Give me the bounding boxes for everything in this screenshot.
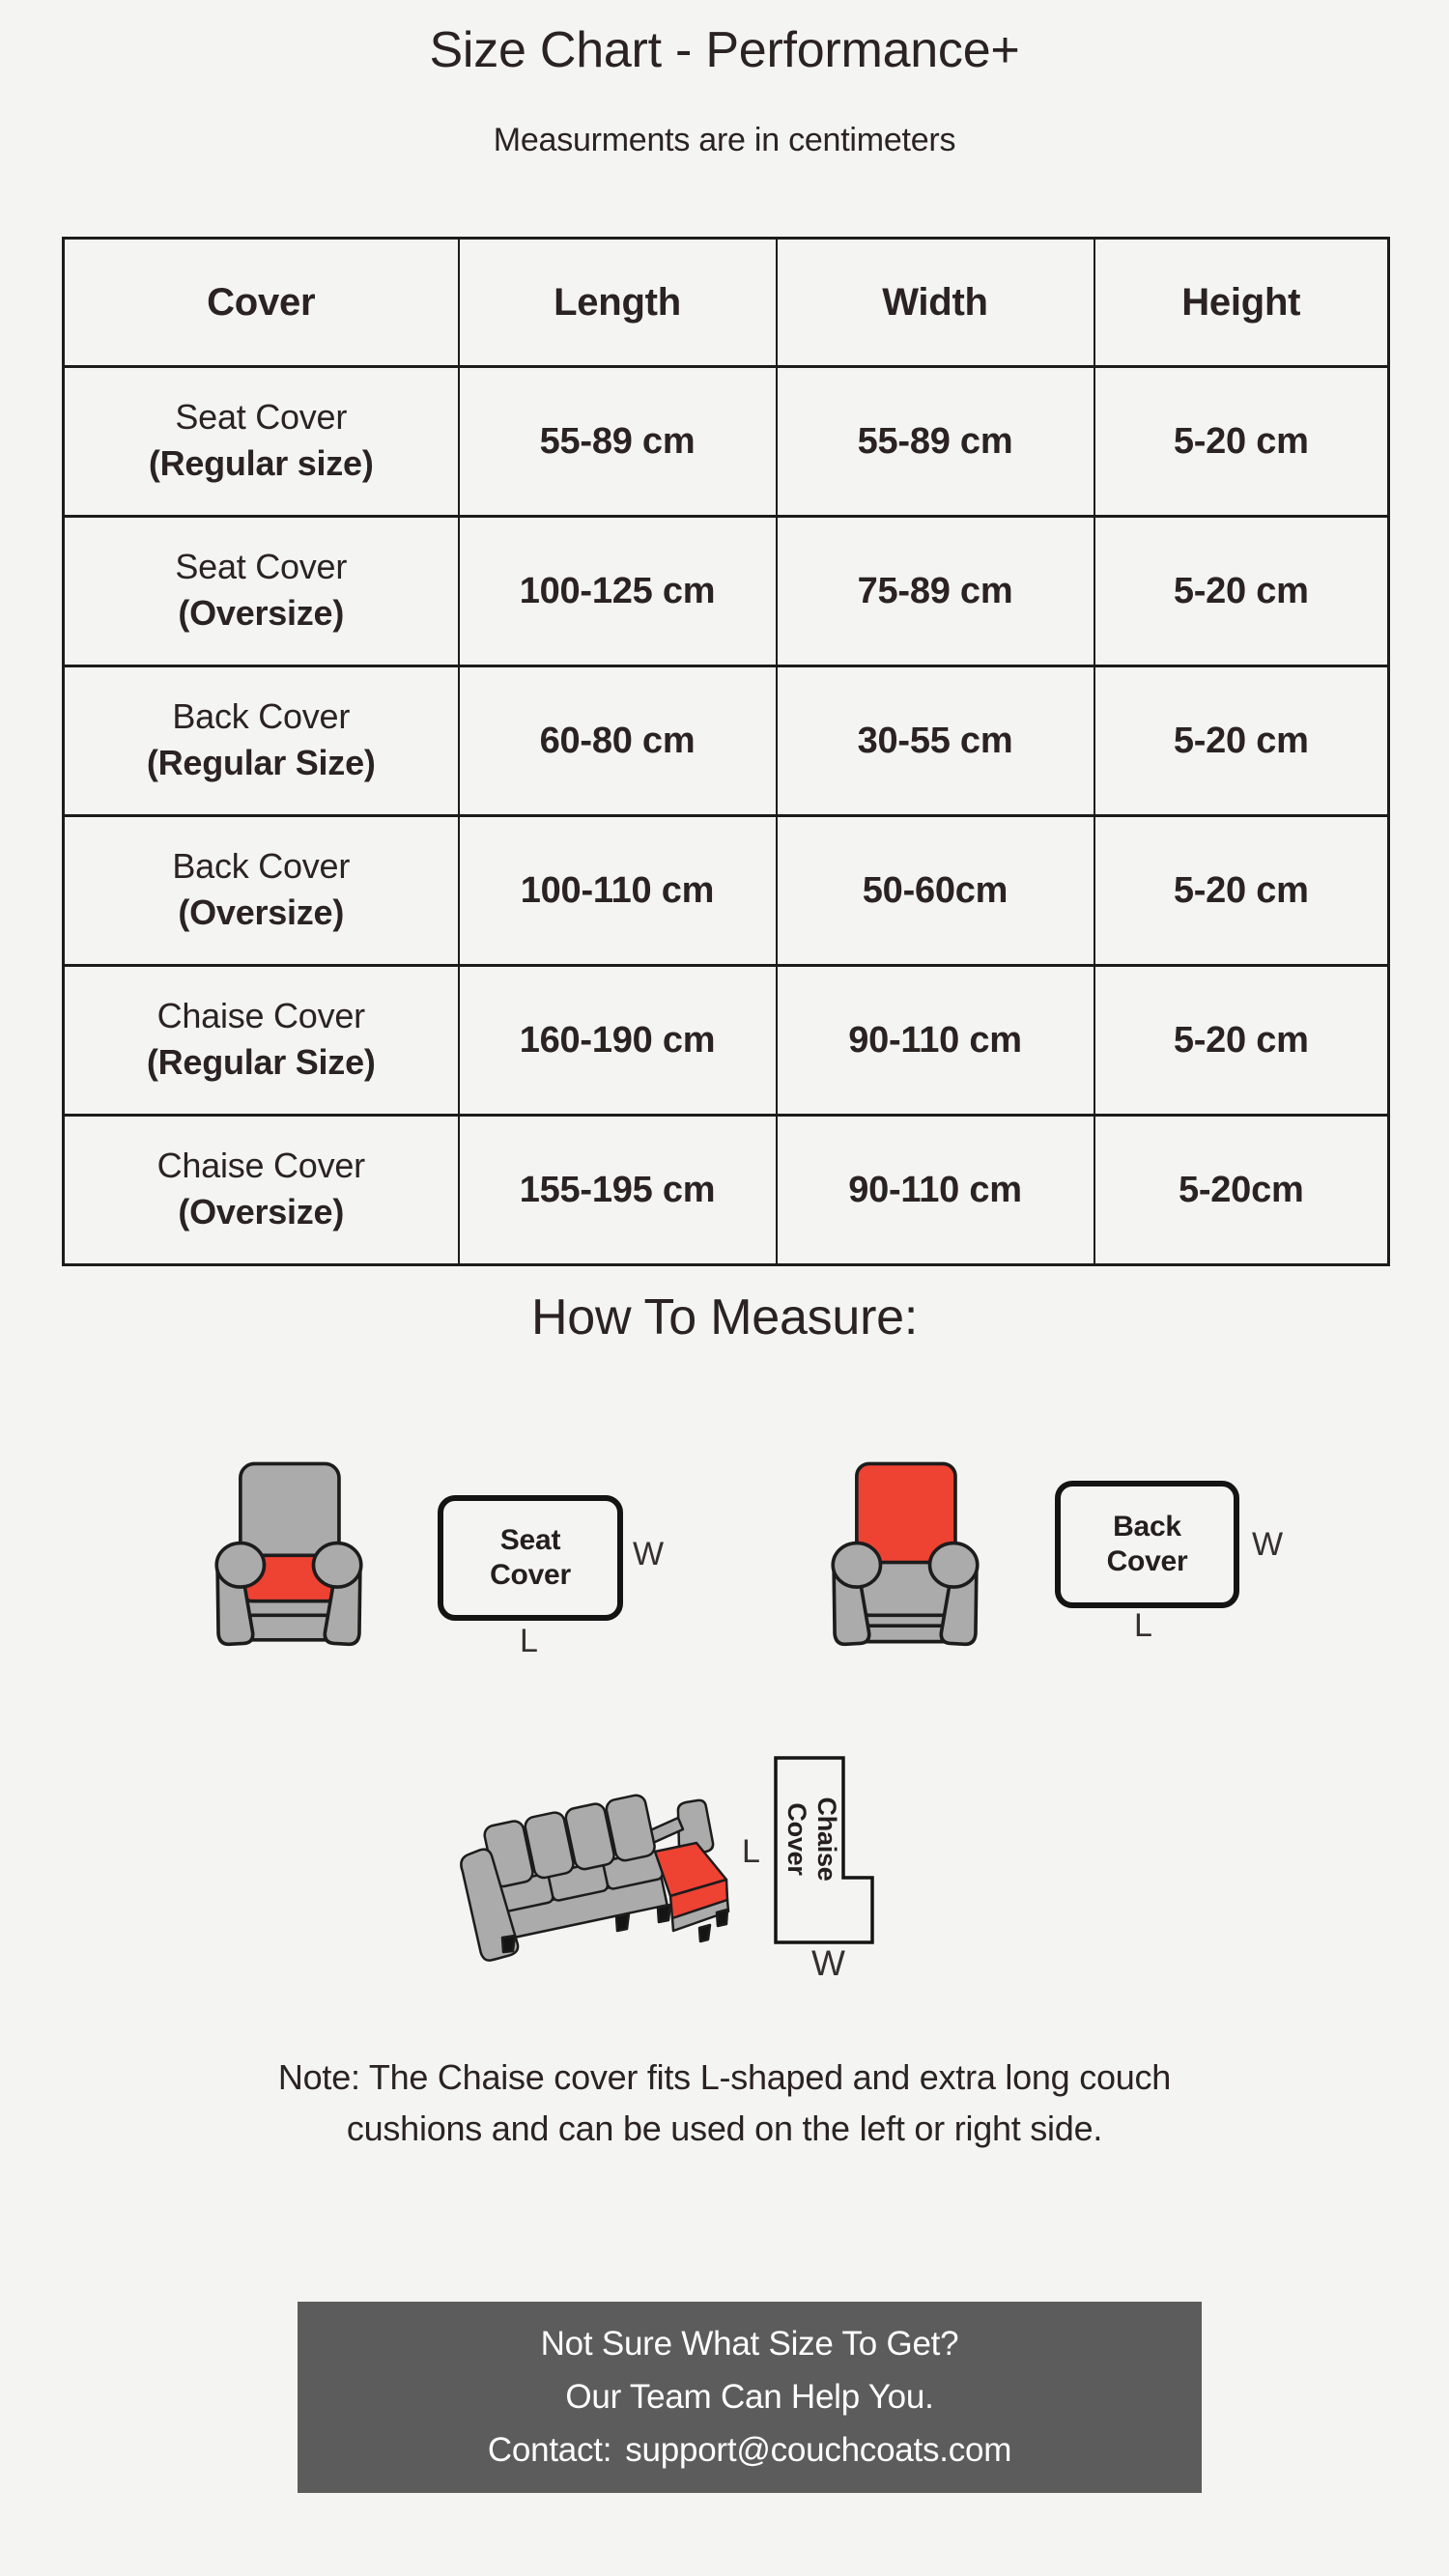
back-cover-width-label: W <box>1252 1526 1283 1563</box>
cover-name: Seat Cover <box>175 397 348 437</box>
width-cell: 90-110 cm <box>777 966 1094 1116</box>
cover-variant: (Oversize) <box>178 593 345 633</box>
table-row <box>64 816 1389 966</box>
table-row <box>64 666 1389 816</box>
height-cell: 5-20 cm <box>1094 517 1389 666</box>
cover-name: Chaise Cover <box>156 1146 365 1185</box>
cover-cell <box>64 517 459 666</box>
sectional-couch-illustration <box>425 1758 734 1970</box>
seat-cover-label-line1: Seat <box>499 1524 561 1556</box>
column-header-width: Width <box>777 239 1094 367</box>
contact-box <box>298 2302 1202 2493</box>
contact-box-line2: Our Team Can Help You. <box>565 2378 934 2416</box>
width-cell: 30-55 cm <box>777 666 1094 816</box>
cover-variant: (Regular Size) <box>146 743 376 782</box>
height-cell: 5-20 cm <box>1094 816 1389 966</box>
chaise-cover-width-label: W <box>811 1943 845 1983</box>
table-row <box>64 517 1389 666</box>
chaise-cover-label-line1: Chaise <box>812 1797 841 1882</box>
length-cell: 160-190 cm <box>459 966 777 1116</box>
cover-cell <box>64 816 459 966</box>
cover-name: Seat Cover <box>175 547 348 586</box>
cover-cell <box>64 966 459 1116</box>
cover-cell <box>64 367 459 517</box>
chaise-note-line1: Note: The Chaise cover fits L-shaped and extra long couch <box>277 2057 1172 2097</box>
chaise-cover-label-line2: Cover <box>782 1802 811 1876</box>
width-cell: 90-110 cm <box>777 1116 1094 1265</box>
column-header-length: Length <box>459 239 777 367</box>
cover-cell <box>64 666 459 816</box>
how-to-measure-heading: How To Measure: <box>530 1289 919 1345</box>
table-row <box>64 966 1389 1116</box>
back-cover-length-label: L <box>1134 1607 1152 1644</box>
armchair-back-illustration <box>819 1458 991 1648</box>
size-chart-table <box>62 237 1390 1266</box>
cover-variant: (Oversize) <box>178 892 345 932</box>
width-cell: 55-89 cm <box>777 367 1094 517</box>
chaise-cover-length-label: L <box>742 1833 760 1870</box>
cover-name: Back Cover <box>172 696 351 736</box>
seat-cover-width-label: W <box>633 1536 664 1572</box>
seat-cover-label-line2: Cover <box>490 1559 571 1591</box>
length-cell: 55-89 cm <box>459 367 777 517</box>
height-cell: 5-20 cm <box>1094 966 1389 1116</box>
contact-box-line1: Not Sure What Size To Get? <box>540 2325 959 2363</box>
seat-cover-box <box>438 1495 623 1621</box>
table-row <box>64 1116 1389 1265</box>
table-row <box>64 367 1389 517</box>
contact-label: Contact: <box>487 2431 612 2469</box>
height-cell: 5-20 cm <box>1094 367 1389 517</box>
seat-cover-length-label: L <box>520 1623 538 1659</box>
column-header-cover: Cover <box>64 239 459 367</box>
width-cell: 50-60cm <box>777 816 1094 966</box>
column-header-height: Height <box>1094 239 1389 367</box>
back-cover-label-line2: Cover <box>1106 1545 1188 1577</box>
length-cell: 100-125 cm <box>459 517 777 666</box>
units-subtitle: Measurments are in centimeters <box>493 122 956 158</box>
chaise-note <box>0 2052 1449 2154</box>
cover-variant: (Regular Size) <box>146 1042 376 1082</box>
cover-name: Back Cover <box>172 846 351 886</box>
page-title: Size Chart - Performance+ <box>429 22 1020 78</box>
chaise-note-line2: cushions and can be used on the left or right side. <box>346 2109 1103 2148</box>
cover-variant: (Regular size) <box>148 443 374 483</box>
cover-cell <box>64 1116 459 1265</box>
chaise-cover-label <box>781 1762 842 1916</box>
back-cover-box <box>1055 1481 1239 1608</box>
contact-box-line3 <box>488 2431 1011 2470</box>
cover-variant: (Oversize) <box>178 1192 345 1231</box>
length-cell: 100-110 cm <box>459 816 777 966</box>
contact-email: support@couchcoats.com <box>625 2431 1012 2469</box>
table-header-row <box>64 239 1389 367</box>
armchair-seat-illustration <box>203 1458 375 1648</box>
width-cell: 75-89 cm <box>777 517 1094 666</box>
length-cell: 155-195 cm <box>459 1116 777 1265</box>
height-cell: 5-20cm <box>1094 1116 1389 1265</box>
back-cover-label-line1: Back <box>1113 1511 1181 1543</box>
length-cell: 60-80 cm <box>459 666 777 816</box>
cover-name: Chaise Cover <box>156 996 365 1035</box>
height-cell: 5-20 cm <box>1094 666 1389 816</box>
